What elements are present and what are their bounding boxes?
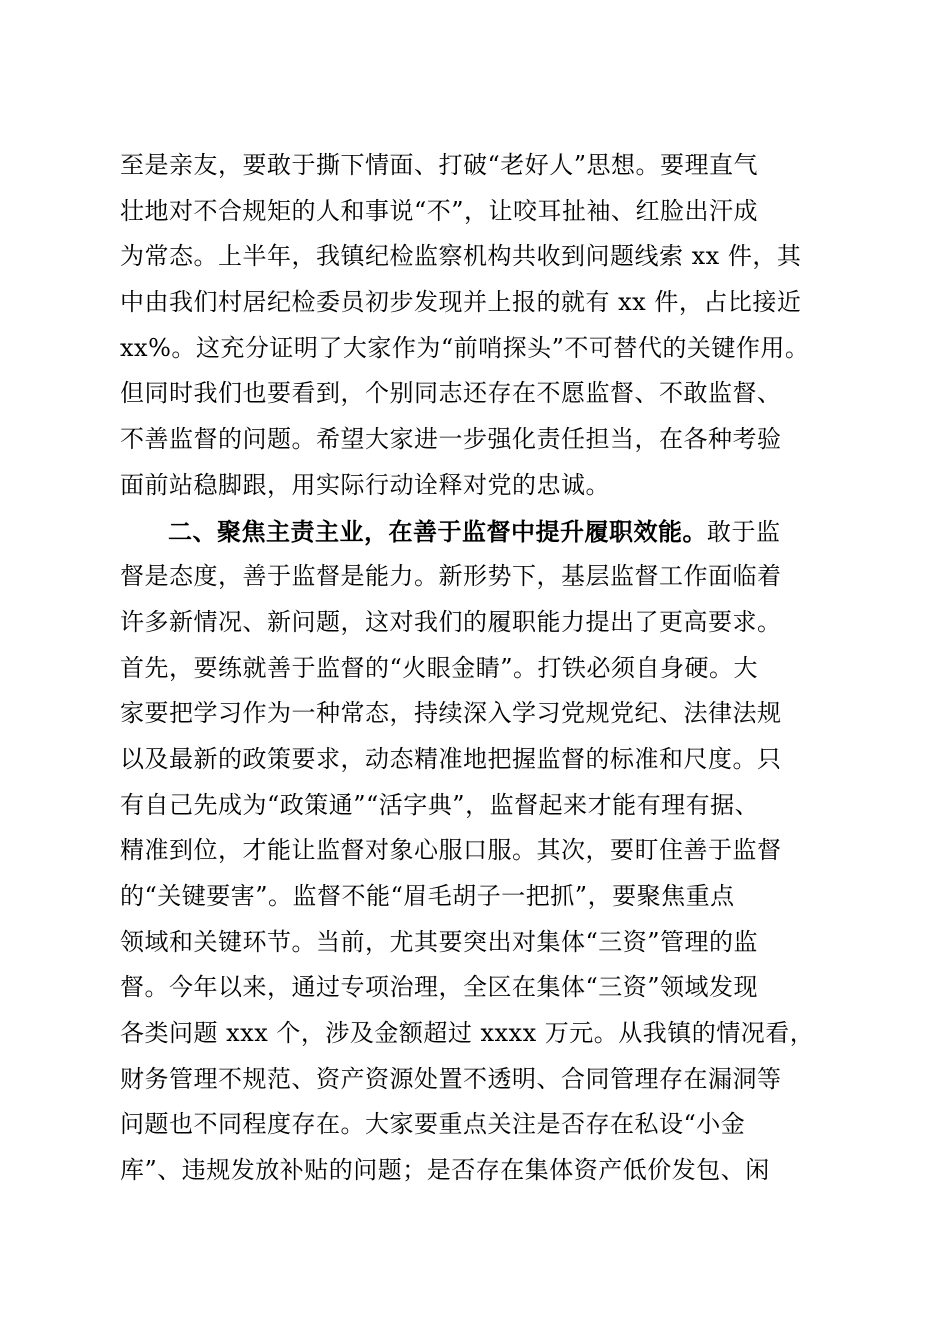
paragraph-line: 为常态。上半年，我镇纪检监察机构共收到问题线索 xx 件，其 (120, 242, 802, 271)
paragraph-line: xx%。这充分证明了大家作为“前哨探头”不可替代的关键作用。 (120, 333, 810, 362)
paragraph-line: 有自己先成为“政策通”“活字典”，监督起来才能有理有据、 (120, 790, 760, 819)
paragraph-line: 各类问题 xxx 个，涉及金额超过 xxxx 万元。从我镇的情况看， (120, 1019, 815, 1048)
paragraph-line: 督是态度，善于监督是能力。新形势下，基层监督工作面临着 (120, 562, 782, 591)
paragraph-line: 财务管理不规范、资产资源处置不透明、合同管理存在漏洞等 (120, 1064, 782, 1093)
paragraph-line: 库”、违规发放补贴的问题；是否存在集体资产低价发包、闲 (120, 1156, 770, 1185)
section-heading: 二、聚焦主责主业，在善于监督中提升履职效能。 (168, 516, 707, 546)
paragraph-line: 壮地对不合规矩的人和事说“不”，让咬耳扯袖、红脸出汗成 (120, 196, 759, 225)
paragraph-line: 问题也不同程度存在。大家要重点关注是否存在私设“小金 (120, 1110, 746, 1139)
paragraph-line: 中由我们村居纪检委员初步发现并上报的就有 xx 件，占比接近 (120, 288, 802, 317)
paragraph-line: 以及最新的政策要求，动态精准地把握监督的标准和尺度。只 (120, 744, 782, 773)
section-heading-line (120, 509, 840, 555)
section-heading-rest: 敢于监 (707, 517, 781, 546)
paragraph-line: 领域和关键环节。当前，尤其要突出对集体“三资”管理的监 (120, 927, 759, 956)
paragraph-line: 面前站稳脚跟，用实际行动诠释对党的忠诚。 (120, 470, 610, 499)
paragraph-line: 督。今年以来，通过专项治理，全区在集体“三资”领域发现 (120, 973, 759, 1002)
paragraph-line: 至是亲友，要敢于撕下情面、打破“老好人”思想。要理直气 (120, 151, 759, 179)
paragraph-line: 的“关键要害”。监督不能“眉毛胡子一把抓”，要聚焦重点 (120, 882, 735, 910)
paragraph-line: 许多新情况、新问题，这对我们的履职能力提出了更高要求。 (120, 607, 782, 636)
paragraph-line: 首先，要练就善于监督的“火眼金睛”。打铁必须自身硬。大 (120, 653, 759, 682)
paragraph-line: 精准到位，才能让监督对象心服口服。其次，要盯住善于监督 (120, 836, 782, 865)
document-body (120, 143, 840, 1194)
paragraph-line: 不善监督的问题。希望大家进一步强化责任担当，在各种考验 (120, 425, 782, 454)
paragraph-line: 家要把学习作为一种常态，持续深入学习党规党纪、法律法规 (120, 699, 782, 728)
paragraph-line: 但同时我们也要看到，个别同志还存在不愿监督、不敢监督、 (120, 379, 782, 408)
